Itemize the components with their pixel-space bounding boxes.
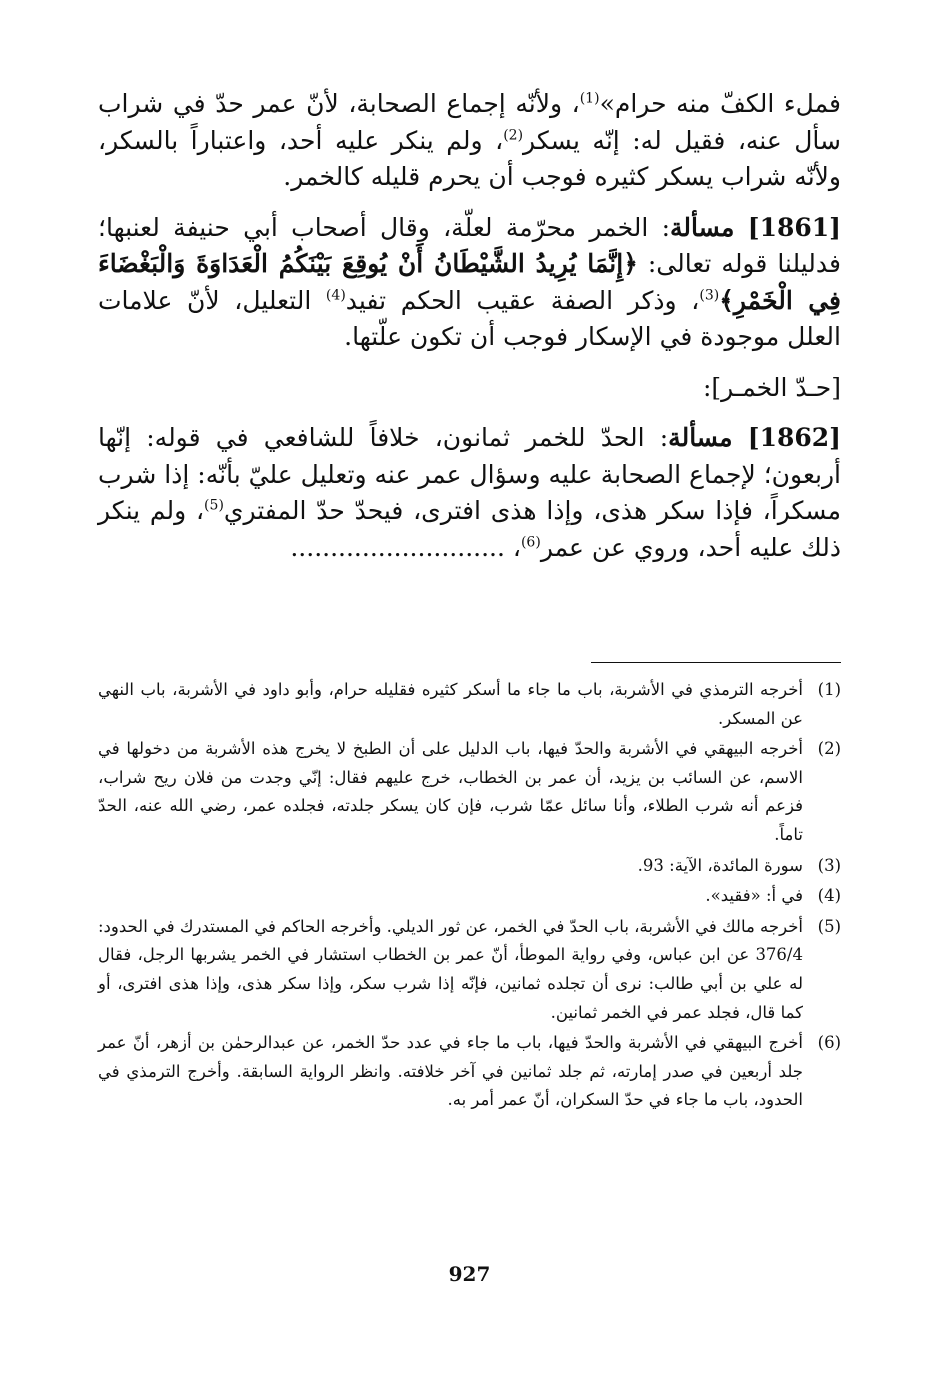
footnote-item <box>98 882 841 911</box>
footnote-number: (3) <box>817 855 841 875</box>
masala-keyword: مسألة <box>668 423 733 452</box>
footnote-ref[interactable]: (4) <box>325 287 346 304</box>
paragraph-text: : الحدّ للخمر ثمانون، خلافاً للشافعي في قوله: إنّها أربعون؛ لإجماع الصحابة عليه وسؤال عمر عنه وتعليل عليّ بأنّه: إذا شرب مسكراً، فإذا سكر هذى، وإذا هذى افترى، فيحدّ حدّ المفتري <box>98 423 841 525</box>
continuation-dots: ........................... <box>290 532 505 562</box>
paragraph-text: ، <box>504 532 521 562</box>
page-number: 927 <box>448 1262 491 1286</box>
paragraph-text: : الخمر محرّمة لعلّة، وقال أصحاب أبي حنيفة لعنبها؛ فدليلنا قوله تعالى: <box>98 212 841 278</box>
paragraph-text: ، ولم ينكر عليه أحد، واعتباراً بالسكر، ولأنّه شراب يسكر كثيره فوجب أن يحرم قليله كالخمر. <box>98 125 841 191</box>
footnote-item <box>98 735 841 849</box>
footnote-item <box>98 852 841 881</box>
paragraph-text: ، ولأنّه إجماع الصحابة، لأنّ عمر حدّ في شراب سأل عنه، فقيل له: إنّه يسكر <box>98 89 841 155</box>
footnote-ref[interactable]: (2) <box>503 127 524 144</box>
paragraph-1 <box>98 86 841 196</box>
quran-verse: ﴿إِنَّمَا يُرِيدُ الشَّيْطَانُ أَنْ يُوقِعَ بَيْنَكُمُ الْعَدَاوَةَ وَالْبَغْضَاءَ فِي الْخَمْرِ﴾ <box>98 249 841 315</box>
footnote-text: أخرجه مالك في الأشربة، باب الحدّ في الخمر، عن ثور الديلي. وأخرجه الحاكم في المستدرك في الحدود: 376/4 عن ابن عباس، وفي رواية الموطأ، أنّ عمر بن الخطاب استشار في الخمر يشربها الرجل، فقال له علي بن أبي طالب: نرى أن تجلده ثمانين، فإنّه إذا شرب سكر، وإذا سكر هذى، وإذا هذى افترى، أو كما قال، فجلد عمر في الخمر ثمانين. <box>98 916 803 1022</box>
footnote-text: في أ: «فقيد». <box>705 886 803 906</box>
footnote-ref[interactable]: (3) <box>699 287 720 304</box>
footnote-number: (4) <box>817 886 841 906</box>
footnote-ref[interactable]: (5) <box>204 497 224 514</box>
footnote-text: أخرج البيهقي في الأشربة والحدّ فيها، باب ما جاء في عدد حدّ الخمر، عن عبدالرحمٰن بن أزهر، أنّ عمر جلد أربعين في صدر إمارته، ثم جلد ثمانين في آخر خلافته. وانظر الرواية السابقة. وأخرج الترمذي في الحدود، باب ما جاء في حدّ السكران، أنّ عمر أمر به. <box>98 1033 803 1110</box>
masala-number: [1862] <box>747 423 841 452</box>
paragraph-text: التعليل، لأنّ علامات العلل موجودة في الإسكار فوجب أن تكون علّتها. <box>98 285 841 351</box>
section-heading: [حـدّ الخمـر]: <box>702 372 841 402</box>
footnote-number: (1) <box>817 680 841 699</box>
paragraph-masala-1862 <box>98 420 841 566</box>
paragraph-masala-1861 <box>98 210 841 356</box>
footnote-separator <box>591 662 841 663</box>
footnote-ref[interactable]: (6) <box>520 534 541 551</box>
footnote-number: (5) <box>817 916 841 936</box>
main-text <box>98 86 841 566</box>
footnote-item <box>98 1029 841 1115</box>
masala-number: [1861] <box>747 212 841 242</box>
footnote-number: (2) <box>817 739 841 759</box>
paragraph-text: فملء الكفّ منه حرام» <box>599 89 841 118</box>
footnote-item <box>98 676 841 733</box>
footnotes <box>98 676 841 1117</box>
masala-keyword: مسألة <box>670 212 735 242</box>
paragraph-text: ، ولم ينكر ذلك عليه أحد، وروي عن عمر <box>98 496 841 562</box>
footnote-item <box>98 913 841 1027</box>
paragraph-text: ، وذكر الصفة عقيب الحكم تفيد <box>345 285 700 315</box>
footnote-text: أخرجه البيهقي في الأشربة والحدّ فيها، باب الدليل على أن الطبخ لا يخرج هذه الأشربة من دخولها في الاسم، عن السائب بن يزيد، أن عمر بن الخطاب، خرج عليهم فقال: إنّي وجدت من فلان ريح شراب، فزعم أنه شرب الطلاء، وأنا سائل عمّا شرب، فإن كان يسكر جلدته، فجلده عمر، رضي الله عنه، الحدّ تاماً. <box>98 739 803 844</box>
footnote-text: أخرجه الترمذي في الأشربة، باب ما جاء ما أسكر كثيره فقليله حرام، وأبو داود في الأشربة، باب النهي عن المسكر. <box>98 680 803 728</box>
footnote-text: سورة المائدة، الآية: 93. <box>637 855 803 875</box>
footnote-number: (6) <box>817 1033 841 1053</box>
footnote-ref[interactable]: (1) <box>579 90 600 107</box>
